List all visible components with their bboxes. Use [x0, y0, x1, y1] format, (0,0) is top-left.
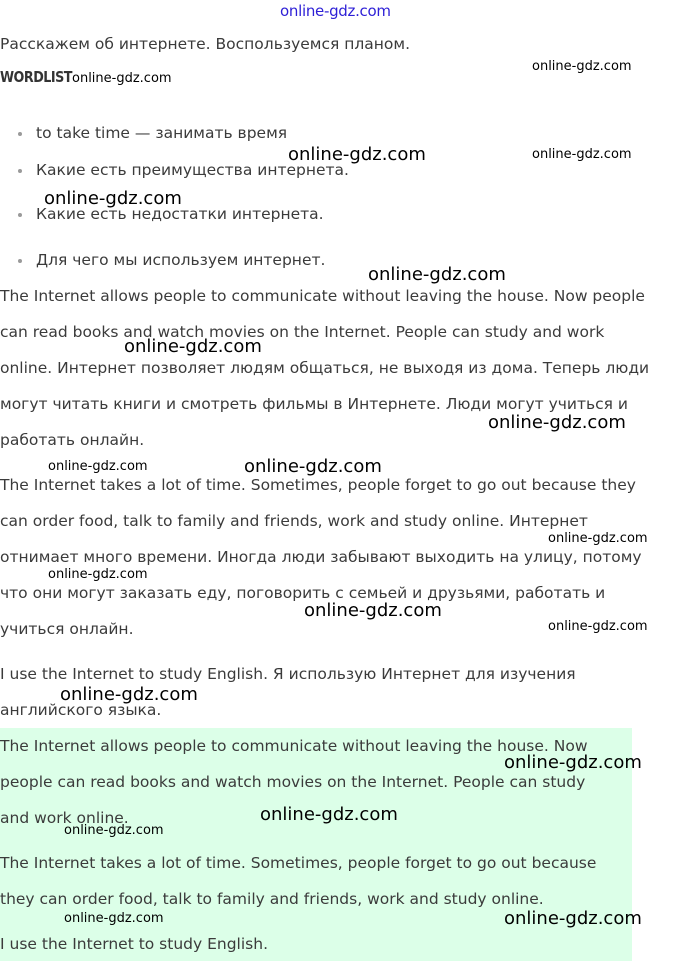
answer-line: people can read books and watch movies on the Internet. People can study	[0, 773, 586, 791]
answer-line: I use the Internet to study English.	[0, 935, 268, 953]
bullet-dot	[18, 169, 22, 173]
watermark: online-gdz.com	[504, 908, 642, 929]
wordlist-item: Какие есть преимущества интернета.	[36, 161, 349, 179]
wordlist-title: WORDLIST	[0, 68, 72, 86]
wordlist-item: Для чего мы используем интернет.	[36, 251, 326, 269]
intro-text: Расскажем об интернете. Воспользуемся планом.	[0, 35, 411, 53]
paragraph1-line: The Internet allows people to communicate without leaving the house. Now people	[0, 287, 645, 305]
bullet-dot	[18, 213, 22, 217]
watermark: online-gdz.com	[548, 619, 648, 634]
watermark: online-gdz.com	[368, 264, 506, 285]
answer-line: and work online.	[0, 809, 129, 827]
answer-line: The Internet takes a lot of time. Sometimes, people forget to go out because	[0, 854, 597, 872]
watermark: online-gdz.com	[304, 600, 442, 621]
answer-line: The Internet allows people to communicate without leaving the house. Now	[0, 737, 588, 755]
watermark: online-gdz.com	[504, 752, 642, 773]
header-watermark: online-gdz.com	[280, 2, 391, 20]
watermark: online-gdz.com	[44, 188, 182, 209]
answer-line: they can order food, talk to family and friends, work and study online.	[0, 890, 544, 908]
paragraph3-line: I use the Internet to study English. Я использую Интернет для изучения	[0, 665, 576, 683]
watermark: online-gdz.com	[488, 412, 626, 433]
watermark: online-gdz.com	[60, 684, 198, 705]
paragraph3-line: английского языка.	[0, 701, 162, 719]
bullet-dot	[18, 132, 22, 136]
watermark: online-gdz.com	[548, 531, 648, 546]
paragraph2-line: The Internet takes a lot of time. Sometimes, people forget to go out because they	[0, 476, 636, 494]
paragraph2-line: отнимает много времени. Иногда люди забывают выходить на улицу, потому	[0, 548, 642, 566]
watermark: online-gdz.com	[48, 567, 148, 582]
paragraph1-line: online. Интернет позволяет людям общаться, не выходя из дома. Теперь люди	[0, 359, 650, 377]
paragraph1-line: работать онлайн.	[0, 431, 145, 449]
watermark: online-gdz.com	[288, 144, 426, 165]
watermark: online-gdz.com	[260, 804, 398, 825]
wordlist-item: Какие есть недостатки интернета.	[36, 205, 324, 223]
watermark: online-gdz.com	[124, 336, 262, 357]
watermark: online-gdz.com	[48, 459, 148, 474]
paragraph2-line: что они могут заказать еду, поговорить с семьей и друзьями, работать и	[0, 584, 606, 602]
paragraph2-line: учиться онлайн.	[0, 620, 134, 638]
watermark: online-gdz.com	[64, 823, 164, 838]
paragraph1-line: can read books and watch movies on the Internet. People can study and work	[0, 323, 605, 341]
watermark: online-gdz.com	[532, 59, 632, 74]
watermark: online-gdz.com	[532, 147, 632, 162]
paragraph1-line: могут читать книги и смотреть фильмы в Интернете. Люди могут учиться и	[0, 395, 628, 413]
watermark: online-gdz.com	[72, 71, 172, 86]
watermark: online-gdz.com	[244, 456, 382, 477]
paragraph2-line: can order food, talk to family and friends, work and study online. Интернет	[0, 512, 588, 530]
bullet-dot	[18, 259, 22, 263]
wordlist-item: to take time — занимать время	[36, 124, 288, 142]
watermark: online-gdz.com	[64, 911, 164, 926]
